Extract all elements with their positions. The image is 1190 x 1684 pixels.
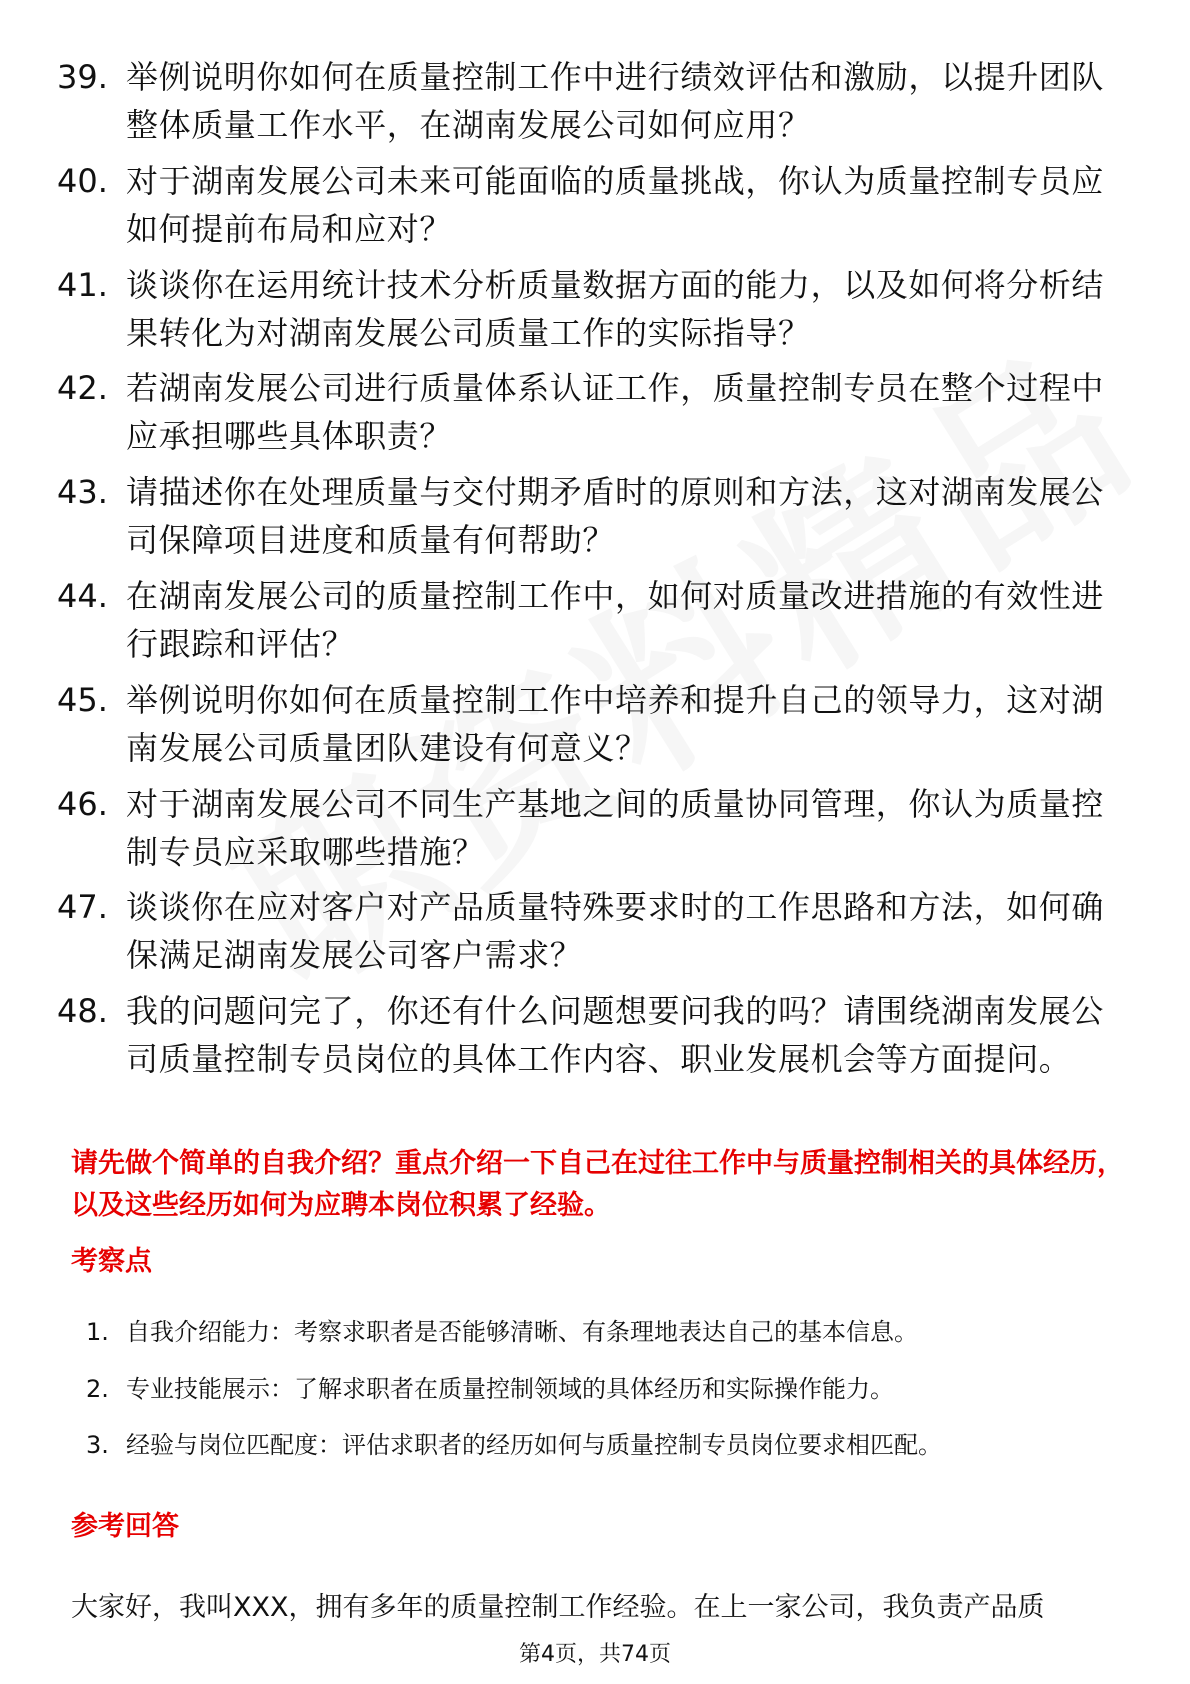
question-number: 43. [57,473,108,512]
question-text: 谈谈你在应对客户对产品质量特殊要求时的工作思路和方法，如何确保满足湖南发展公司客户需求？ [126,888,1105,975]
point-number: 2. [86,1374,109,1403]
question-item [0,572,1190,676]
answer-title: 参考回答 [71,1511,179,1542]
point-number: 3. [86,1431,109,1459]
answer-text: 大家好，我叫XXX，拥有多年的质量控制工作经验。在上一家公司，我负责产品质 [71,1592,1045,1623]
question-text: 举例说明你如何在质量控制工作中进行绩效评估和激励，以提升团队整体质量工作水平，在湖南发展公司如何应用？ [126,58,1105,144]
question-number: 44. [57,576,108,615]
point-item [0,1314,1190,1371]
question-number: 40. [57,161,108,200]
question-item [0,676,1190,780]
question-text: 在湖南发展公司的质量控制工作中，如何对质量改进措施的有效性进行跟踪和评估？ [126,576,1105,663]
question-text: 我的问题问完了，你还有什么问题想要问我的吗？请围绕湖南发展公司质量控制专员岗位的具体工作内容、职业发展机会等方面提问。 [126,992,1105,1079]
question-text: 请描述你在处理质量与交付期矛盾时的原则和方法，这对湖南发展公司保障项目进度和质量有何帮助？ [126,473,1105,560]
point-number: 1. [86,1318,109,1346]
points-title: 考察点 [71,1246,152,1277]
question-item [0,780,1190,884]
question-list [0,53,1190,1147]
highlight-question: 请先做个简单的自我介绍？重点介绍一下自己在过往工作中与质量控制相关的具体经历，以及这些经历如何为应聘本岗位积累了经验。 [71,1148,1124,1221]
points-list [0,1314,1190,1484]
question-text: 若湖南发展公司进行质量体系认证工作，质量控制专员在整个过程中应承担哪些具体职责？ [126,369,1105,456]
question-number: 39. [57,58,108,96]
question-number: 41. [57,265,108,304]
question-item [0,53,1190,157]
question-item [0,468,1190,572]
question-number: 47. [57,888,108,927]
question-item [0,987,1190,1147]
question-item [0,364,1190,468]
point-item [0,1371,1190,1428]
question-number: 45. [57,680,108,719]
point-item [0,1427,1190,1484]
question-text: 对于湖南发展公司不同生产基地之间的质量协同管理，你认为质量控制专员应采取哪些措施？ [126,784,1105,871]
point-text: 经验与岗位匹配度：评估求职者的经历如何与质量控制专员岗位要求相匹配。 [126,1431,942,1459]
point-text: 自我介绍能力：考察求职者是否能够清晰、有条理地表达自己的基本信息。 [126,1318,918,1346]
question-number: 42. [57,369,108,408]
question-item [0,157,1190,261]
question-number: 46. [57,784,108,823]
question-number: 48. [57,992,108,1031]
question-text: 对于湖南发展公司未来可能面临的质量挑战，你认为质量控制专员应如何提前布局和应对？ [126,161,1105,248]
question-text: 谈谈你在运用统计技术分析质量数据方面的能力，以及如何将分析结果转化为对湖南发展公司质量工作的实际指导？ [126,265,1105,352]
point-text: 专业技能展示：了解求职者在质量控制领域的具体经历和实际操作能力。 [126,1374,894,1403]
page-footer: 第4页，共74页 [519,1642,671,1667]
question-text: 举例说明你如何在质量控制工作中培养和提升自己的领导力，这对湖南发展公司质量团队建设有何意义？ [126,680,1105,767]
question-item [0,883,1190,987]
question-item [0,261,1190,365]
